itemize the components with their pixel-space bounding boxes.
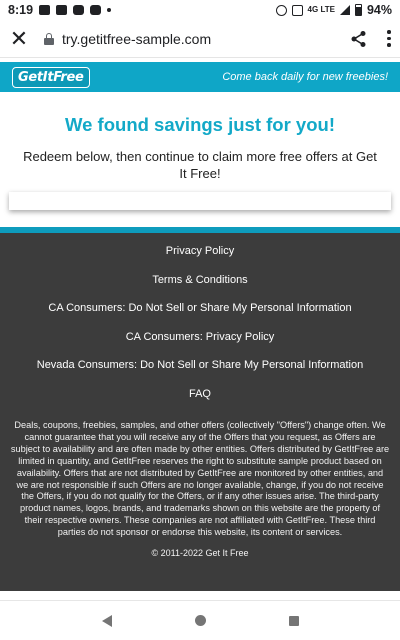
page-title: We found savings just for you!	[65, 114, 335, 135]
battery-icon	[355, 4, 362, 16]
url-field[interactable]: try.getitfree-sample.com	[62, 30, 212, 47]
overflow-menu-icon[interactable]	[386, 30, 392, 47]
image-icon	[56, 5, 67, 15]
terms-link[interactable]: Terms & Conditions	[152, 273, 248, 286]
youtube-icon	[73, 5, 84, 15]
site-header	[0, 62, 400, 92]
header-tagline: Come back daily for new freebies!	[222, 71, 388, 83]
faq-link[interactable]: FAQ	[188, 387, 211, 400]
battery-percent: 94%	[366, 3, 392, 17]
clock: 8:19	[8, 3, 34, 17]
nevada-do-not-sell-link[interactable]: Nevada Consumers: Do Not Sell or Share My Personal Information	[36, 359, 364, 371]
youtube-icon	[90, 5, 101, 15]
home-icon[interactable]	[195, 615, 206, 626]
recent-apps-icon[interactable]	[289, 616, 299, 626]
page-subtitle: Redeem below, then continue to claim more free offers at Get It Free!	[23, 149, 377, 181]
offer-card[interactable]	[9, 192, 391, 210]
privacy-policy-link[interactable]: Privacy Policy	[165, 245, 235, 257]
alarm-icon	[276, 5, 287, 16]
mute-icon	[292, 5, 303, 16]
back-icon[interactable]	[102, 615, 112, 627]
signal-icon	[340, 5, 350, 15]
disclaimer-text: Deals, coupons, freebies, samples, and other offers (collectively "Offers") change often. We cannot guarantee that you will receive any of the Offers that you request, as Offers are subject to availability and are often made by other entities. Offers distributed by GetItFree are limited in quantity, and GetItFree reserves the right to substitute sample product based on availability. Offers that are not distributed by GetItFree are monitored by other entities, and we are not responsible if such Offers are no longer available, change, if you do not receive the Offers, if you do not qualify for the Offers, or if any other issues arise. The third-party product names, logos, brands, and trademarks shown on this website are the property of their respective owners. These companies are not affiliated with GetItFree. These third parties do not sponsor or endorse this website, its content or services.	[10, 420, 390, 538]
savings-section	[0, 92, 400, 182]
footer	[0, 227, 400, 591]
site-logo[interactable]: GetItFree	[12, 67, 90, 88]
ca-privacy-policy-link[interactable]: CA Consumers: Privacy Policy	[125, 330, 275, 343]
notification-icon	[39, 5, 50, 15]
network-type: 4G LTE	[307, 5, 335, 14]
android-nav-bar	[0, 600, 400, 640]
status-bar	[0, 0, 400, 20]
ca-do-not-sell-link[interactable]: CA Consumers: Do Not Sell or Share My Personal Information	[48, 302, 352, 314]
copyright-text: © 2011-2022 Get It Free	[151, 548, 249, 559]
browser-toolbar	[0, 20, 400, 58]
footer-links	[0, 233, 400, 415]
lock-icon[interactable]	[44, 33, 54, 45]
more-notifications-icon	[107, 8, 111, 12]
share-icon[interactable]	[350, 30, 368, 48]
close-icon[interactable]: ✕	[9, 25, 29, 51]
